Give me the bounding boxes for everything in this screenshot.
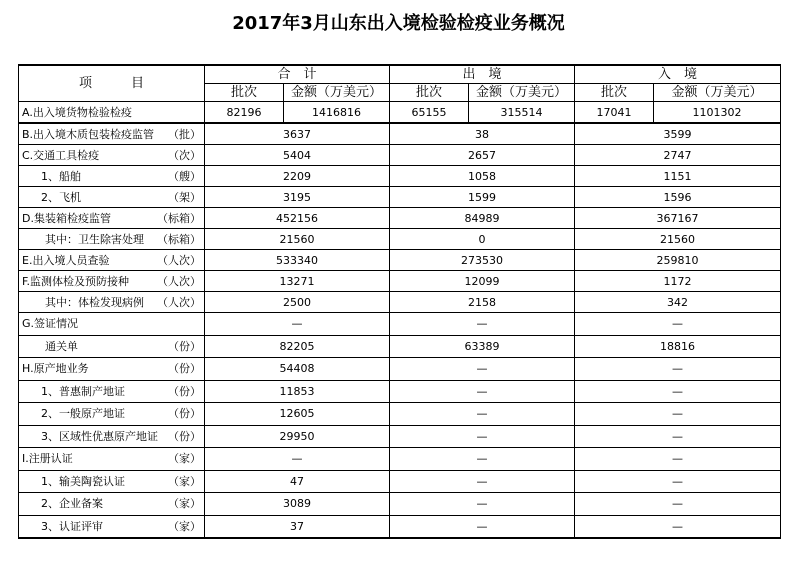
row-label-cell bbox=[19, 403, 205, 426]
cell-total: 82205 bbox=[205, 335, 390, 358]
cell-total: 12605 bbox=[205, 403, 390, 426]
row-label: 通关单 bbox=[45, 339, 78, 353]
row-label: 2、企业备案 bbox=[41, 497, 103, 511]
table-row bbox=[19, 425, 781, 448]
row-label-cell bbox=[19, 515, 205, 538]
row-unit: （艘） bbox=[168, 169, 201, 183]
cell-total-amount: 1416816 bbox=[284, 102, 390, 124]
cell-entry-amount: 1101302 bbox=[654, 102, 781, 124]
table-row bbox=[19, 145, 781, 166]
table-row bbox=[19, 448, 781, 471]
row-unit: （人次） bbox=[157, 274, 201, 288]
row-unit: （标箱） bbox=[157, 232, 201, 246]
table-row bbox=[19, 335, 781, 358]
cell-entry: 1172 bbox=[575, 271, 781, 292]
page-title: 2017年3月山东出入境检验检疫业务概况 bbox=[232, 13, 565, 34]
cell-total: 5404 bbox=[205, 145, 390, 166]
row-label-cell bbox=[19, 335, 205, 358]
cell-exit: — bbox=[390, 358, 575, 381]
row-label: 1、普惠制产地证 bbox=[41, 384, 125, 398]
row-label: D.集装箱检疫监管 bbox=[22, 211, 111, 225]
table-row bbox=[19, 380, 781, 403]
cell-exit: — bbox=[390, 425, 575, 448]
cell-exit: 2158 bbox=[390, 292, 575, 313]
entry-header: 入 境 bbox=[575, 65, 781, 84]
row-unit: （人次） bbox=[157, 295, 201, 309]
exit-header: 出 境 bbox=[390, 65, 575, 84]
cell-entry: 1151 bbox=[575, 166, 781, 187]
row-label: 2、一般原产地证 bbox=[41, 407, 125, 421]
cell-total: 47 bbox=[205, 470, 390, 493]
row-label: 2、飞机 bbox=[41, 190, 81, 204]
cell-exit: 2657 bbox=[390, 145, 575, 166]
row-unit: （次） bbox=[168, 148, 201, 162]
table-row bbox=[19, 250, 781, 271]
row-unit: （家） bbox=[168, 519, 201, 533]
row-unit: （份） bbox=[168, 407, 201, 421]
table-row bbox=[19, 292, 781, 313]
cell-exit: — bbox=[390, 403, 575, 426]
table-row bbox=[19, 123, 781, 145]
cell-exit: — bbox=[390, 448, 575, 471]
row-label-cell bbox=[19, 292, 205, 313]
table-row-a bbox=[19, 102, 781, 124]
row-label-cell bbox=[19, 145, 205, 166]
row-label-cell bbox=[19, 271, 205, 292]
cell-entry: 367167 bbox=[575, 208, 781, 229]
cell-entry: 2747 bbox=[575, 145, 781, 166]
row-label-cell bbox=[19, 187, 205, 208]
cell-entry: — bbox=[575, 470, 781, 493]
row-label: 其中：卫生除害处理 bbox=[45, 232, 144, 246]
cell-entry-batches: 17041 bbox=[575, 102, 654, 124]
row-label-cell bbox=[19, 313, 205, 336]
table-row bbox=[19, 493, 781, 516]
cell-entry: — bbox=[575, 493, 781, 516]
row-unit: （批） bbox=[168, 127, 201, 141]
item-header: 项 目 bbox=[19, 65, 205, 102]
table-row bbox=[19, 403, 781, 426]
cell-entry: — bbox=[575, 448, 781, 471]
row-label-cell bbox=[19, 448, 205, 471]
cell-exit: — bbox=[390, 515, 575, 538]
row-label: B.出入境木质包装检疫监管 bbox=[22, 127, 155, 141]
row-label-cell bbox=[19, 229, 205, 250]
cell-total: 21560 bbox=[205, 229, 390, 250]
row-unit: （家） bbox=[168, 474, 201, 488]
cell-exit: 0 bbox=[390, 229, 575, 250]
cell-exit: — bbox=[390, 470, 575, 493]
cell-entry: — bbox=[575, 403, 781, 426]
row-label: 其中：体检发现病例 bbox=[45, 295, 144, 309]
cell-total: 3089 bbox=[205, 493, 390, 516]
cell-exit-batches: 65155 bbox=[390, 102, 469, 124]
row-label: C.交通工具检疫 bbox=[22, 148, 100, 162]
entry-batches-header: 批次 bbox=[575, 84, 654, 102]
row-unit: （架） bbox=[168, 190, 201, 204]
cell-total: 3195 bbox=[205, 187, 390, 208]
row-label-cell bbox=[19, 208, 205, 229]
row-unit: （人次） bbox=[157, 253, 201, 267]
cell-entry: 18816 bbox=[575, 335, 781, 358]
table-row bbox=[19, 313, 781, 336]
exit-amount-header: 金额（万美元） bbox=[469, 84, 575, 102]
row-label-cell bbox=[19, 123, 205, 145]
cell-total: 3637 bbox=[205, 123, 390, 145]
cell-total: — bbox=[205, 448, 390, 471]
cell-exit: — bbox=[390, 380, 575, 403]
row-label-cell bbox=[19, 250, 205, 271]
exit-batches-header: 批次 bbox=[390, 84, 469, 102]
table-row bbox=[19, 271, 781, 292]
row-label: I.注册认证 bbox=[22, 452, 73, 466]
row-unit: （份） bbox=[168, 362, 201, 376]
cell-total-batches: 82196 bbox=[205, 102, 284, 124]
row-label-cell bbox=[19, 380, 205, 403]
total-amount-header: 金额（万美元） bbox=[284, 84, 390, 102]
cell-total: 13271 bbox=[205, 271, 390, 292]
row-label: 3、认证评审 bbox=[41, 519, 103, 533]
cell-exit: 1058 bbox=[390, 166, 575, 187]
row-label: H.原产地业务 bbox=[22, 362, 89, 376]
cell-exit-amount: 315514 bbox=[469, 102, 575, 124]
cell-entry: 21560 bbox=[575, 229, 781, 250]
cell-total: 2209 bbox=[205, 166, 390, 187]
cell-total: 11853 bbox=[205, 380, 390, 403]
cell-entry: — bbox=[575, 425, 781, 448]
cell-exit: 63389 bbox=[390, 335, 575, 358]
row-label: G.签证情况 bbox=[22, 317, 79, 331]
row-label-cell bbox=[19, 358, 205, 381]
row-label: 1、船舶 bbox=[41, 169, 81, 183]
row-unit: （标箱） bbox=[157, 211, 201, 225]
cell-exit: — bbox=[390, 493, 575, 516]
entry-amount-header: 金额（万美元） bbox=[654, 84, 781, 102]
header-row-1 bbox=[19, 65, 781, 84]
cell-entry: — bbox=[575, 515, 781, 538]
cell-exit: 38 bbox=[390, 123, 575, 145]
cell-entry: — bbox=[575, 380, 781, 403]
table-row bbox=[19, 515, 781, 538]
cell-total: 29950 bbox=[205, 425, 390, 448]
row-label: 1、输美陶瓷认证 bbox=[41, 474, 125, 488]
cell-exit: — bbox=[390, 313, 575, 336]
cell-exit: 84989 bbox=[390, 208, 575, 229]
cell-entry: — bbox=[575, 358, 781, 381]
cell-entry: — bbox=[575, 313, 781, 336]
summary-table bbox=[18, 64, 781, 539]
table-row bbox=[19, 470, 781, 493]
cell-entry: 342 bbox=[575, 292, 781, 313]
table-row bbox=[19, 166, 781, 187]
cell-total: 54408 bbox=[205, 358, 390, 381]
total-batches-header: 批次 bbox=[205, 84, 284, 102]
row-unit: （份） bbox=[168, 339, 201, 353]
row-label: E.出入境人员查验 bbox=[22, 253, 110, 267]
cell-total: 452156 bbox=[205, 208, 390, 229]
cell-total: 2500 bbox=[205, 292, 390, 313]
cell-entry: 1596 bbox=[575, 187, 781, 208]
row-unit: （份） bbox=[168, 384, 201, 398]
row-label: F.监测体检及预防接种 bbox=[22, 274, 130, 288]
cell-exit: 12099 bbox=[390, 271, 575, 292]
cell-total: — bbox=[205, 313, 390, 336]
row-unit: （家） bbox=[168, 452, 201, 466]
row-unit: （家） bbox=[168, 497, 201, 511]
table-row bbox=[19, 358, 781, 381]
row-unit: （份） bbox=[168, 429, 201, 443]
table-row bbox=[19, 208, 781, 229]
row-label-cell bbox=[19, 425, 205, 448]
cell-total: 533340 bbox=[205, 250, 390, 271]
cell-exit: 273530 bbox=[390, 250, 575, 271]
row-label-cell bbox=[19, 166, 205, 187]
cell-exit: 1599 bbox=[390, 187, 575, 208]
total-header: 合 计 bbox=[205, 65, 390, 84]
cell-total: 37 bbox=[205, 515, 390, 538]
table-row bbox=[19, 229, 781, 250]
row-label-cell bbox=[19, 470, 205, 493]
cell-entry: 3599 bbox=[575, 123, 781, 145]
table-row bbox=[19, 187, 781, 208]
row-label: A.出入境货物检验检疫 bbox=[19, 102, 205, 124]
row-label: 3、区域性优惠原产地证 bbox=[41, 429, 158, 443]
row-label-cell bbox=[19, 493, 205, 516]
cell-entry: 259810 bbox=[575, 250, 781, 271]
